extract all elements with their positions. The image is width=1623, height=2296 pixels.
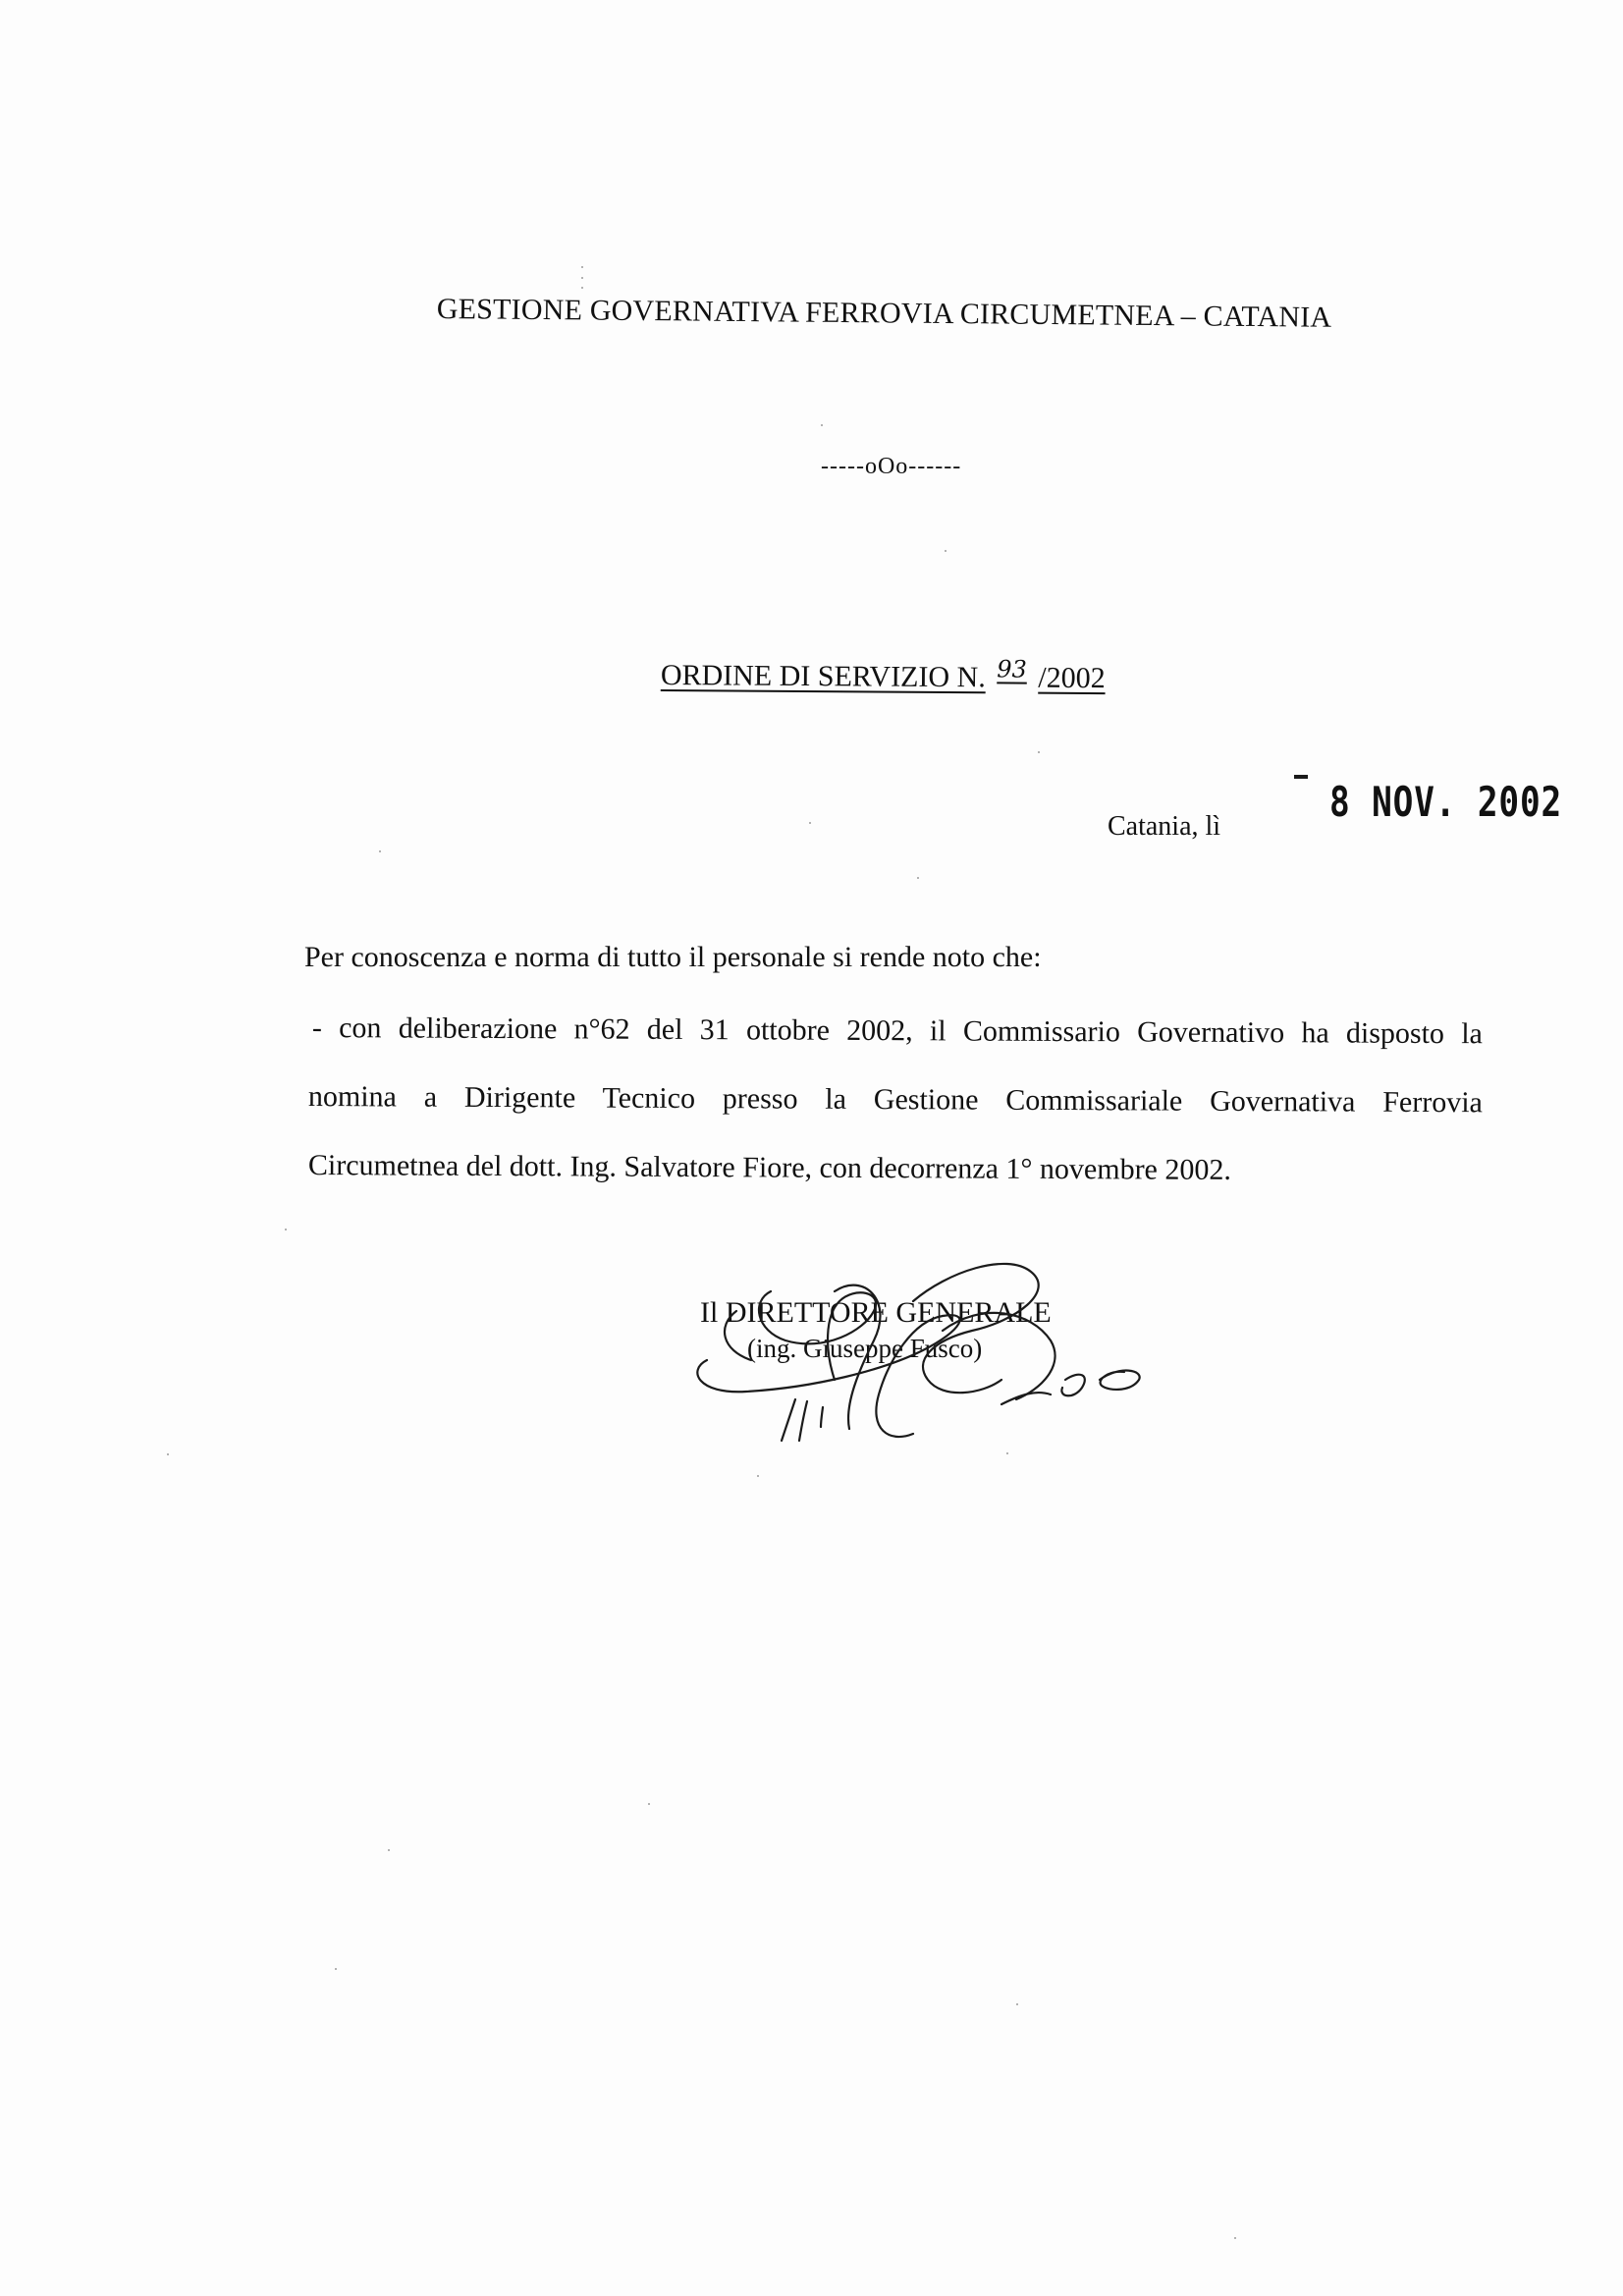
order-title	[660, 655, 1106, 695]
scan-speck	[821, 424, 823, 426]
order-title-prefix: ORDINE DI SERVIZIO N.	[660, 659, 986, 694]
scan-speck	[1234, 2237, 1236, 2239]
handwritten-signature	[677, 1232, 1149, 1468]
signatory-name: (ing. Giuseppe Fusco)	[747, 1334, 983, 1363]
body-intro: Per conoscenza e norma di tutto il personale si rende noto che:	[304, 941, 1042, 973]
scan-speck	[581, 266, 583, 268]
scan-speck	[809, 822, 811, 824]
date-stamp-mark	[1294, 775, 1308, 779]
body-line-1: - con deliberazione n°62 del 31 ottobre 2002, il Commissario Governativo ha disposto la	[311, 1011, 1483, 1051]
order-number-handwritten: 93	[997, 655, 1027, 683]
scan-speck	[945, 550, 947, 552]
order-title-suffix: /2002	[1038, 661, 1106, 695]
date-stamp: 8 NOV. 2002	[1329, 778, 1563, 826]
dateline-place: Catania, lì	[1108, 811, 1221, 842]
scan-speck	[285, 1229, 287, 1230]
body-line-2: nomina a Dirigente Tecnico presso la Gestione Commissariale Governativa Ferrovia	[307, 1080, 1483, 1120]
scan-speck	[648, 1803, 650, 1805]
signatory-role: Il DIRETTORE GENERALE	[700, 1296, 1052, 1329]
scan-speck	[917, 877, 919, 879]
scan-speck	[1038, 751, 1040, 753]
scan-speck	[1016, 2003, 1018, 2005]
decorative-separator: -----oOo------	[821, 454, 962, 479]
scan-speck	[167, 1453, 169, 1455]
scan-speck	[335, 1968, 337, 1970]
scan-speck	[581, 277, 583, 279]
scan-speck	[388, 1849, 390, 1851]
scan-speck	[379, 850, 381, 852]
scan-speck	[581, 287, 583, 289]
scan-speck	[757, 1475, 759, 1477]
body-line-3: Circumetnea del dott. Ing. Salvatore Fiore, con decorrenza 1° novembre 2002.	[307, 1149, 1232, 1186]
scan-speck	[1006, 1452, 1008, 1454]
organization-header: GESTIONE GOVERNATIVA FERROVIA CIRCUMETNEA – CATANIA	[436, 293, 1332, 334]
